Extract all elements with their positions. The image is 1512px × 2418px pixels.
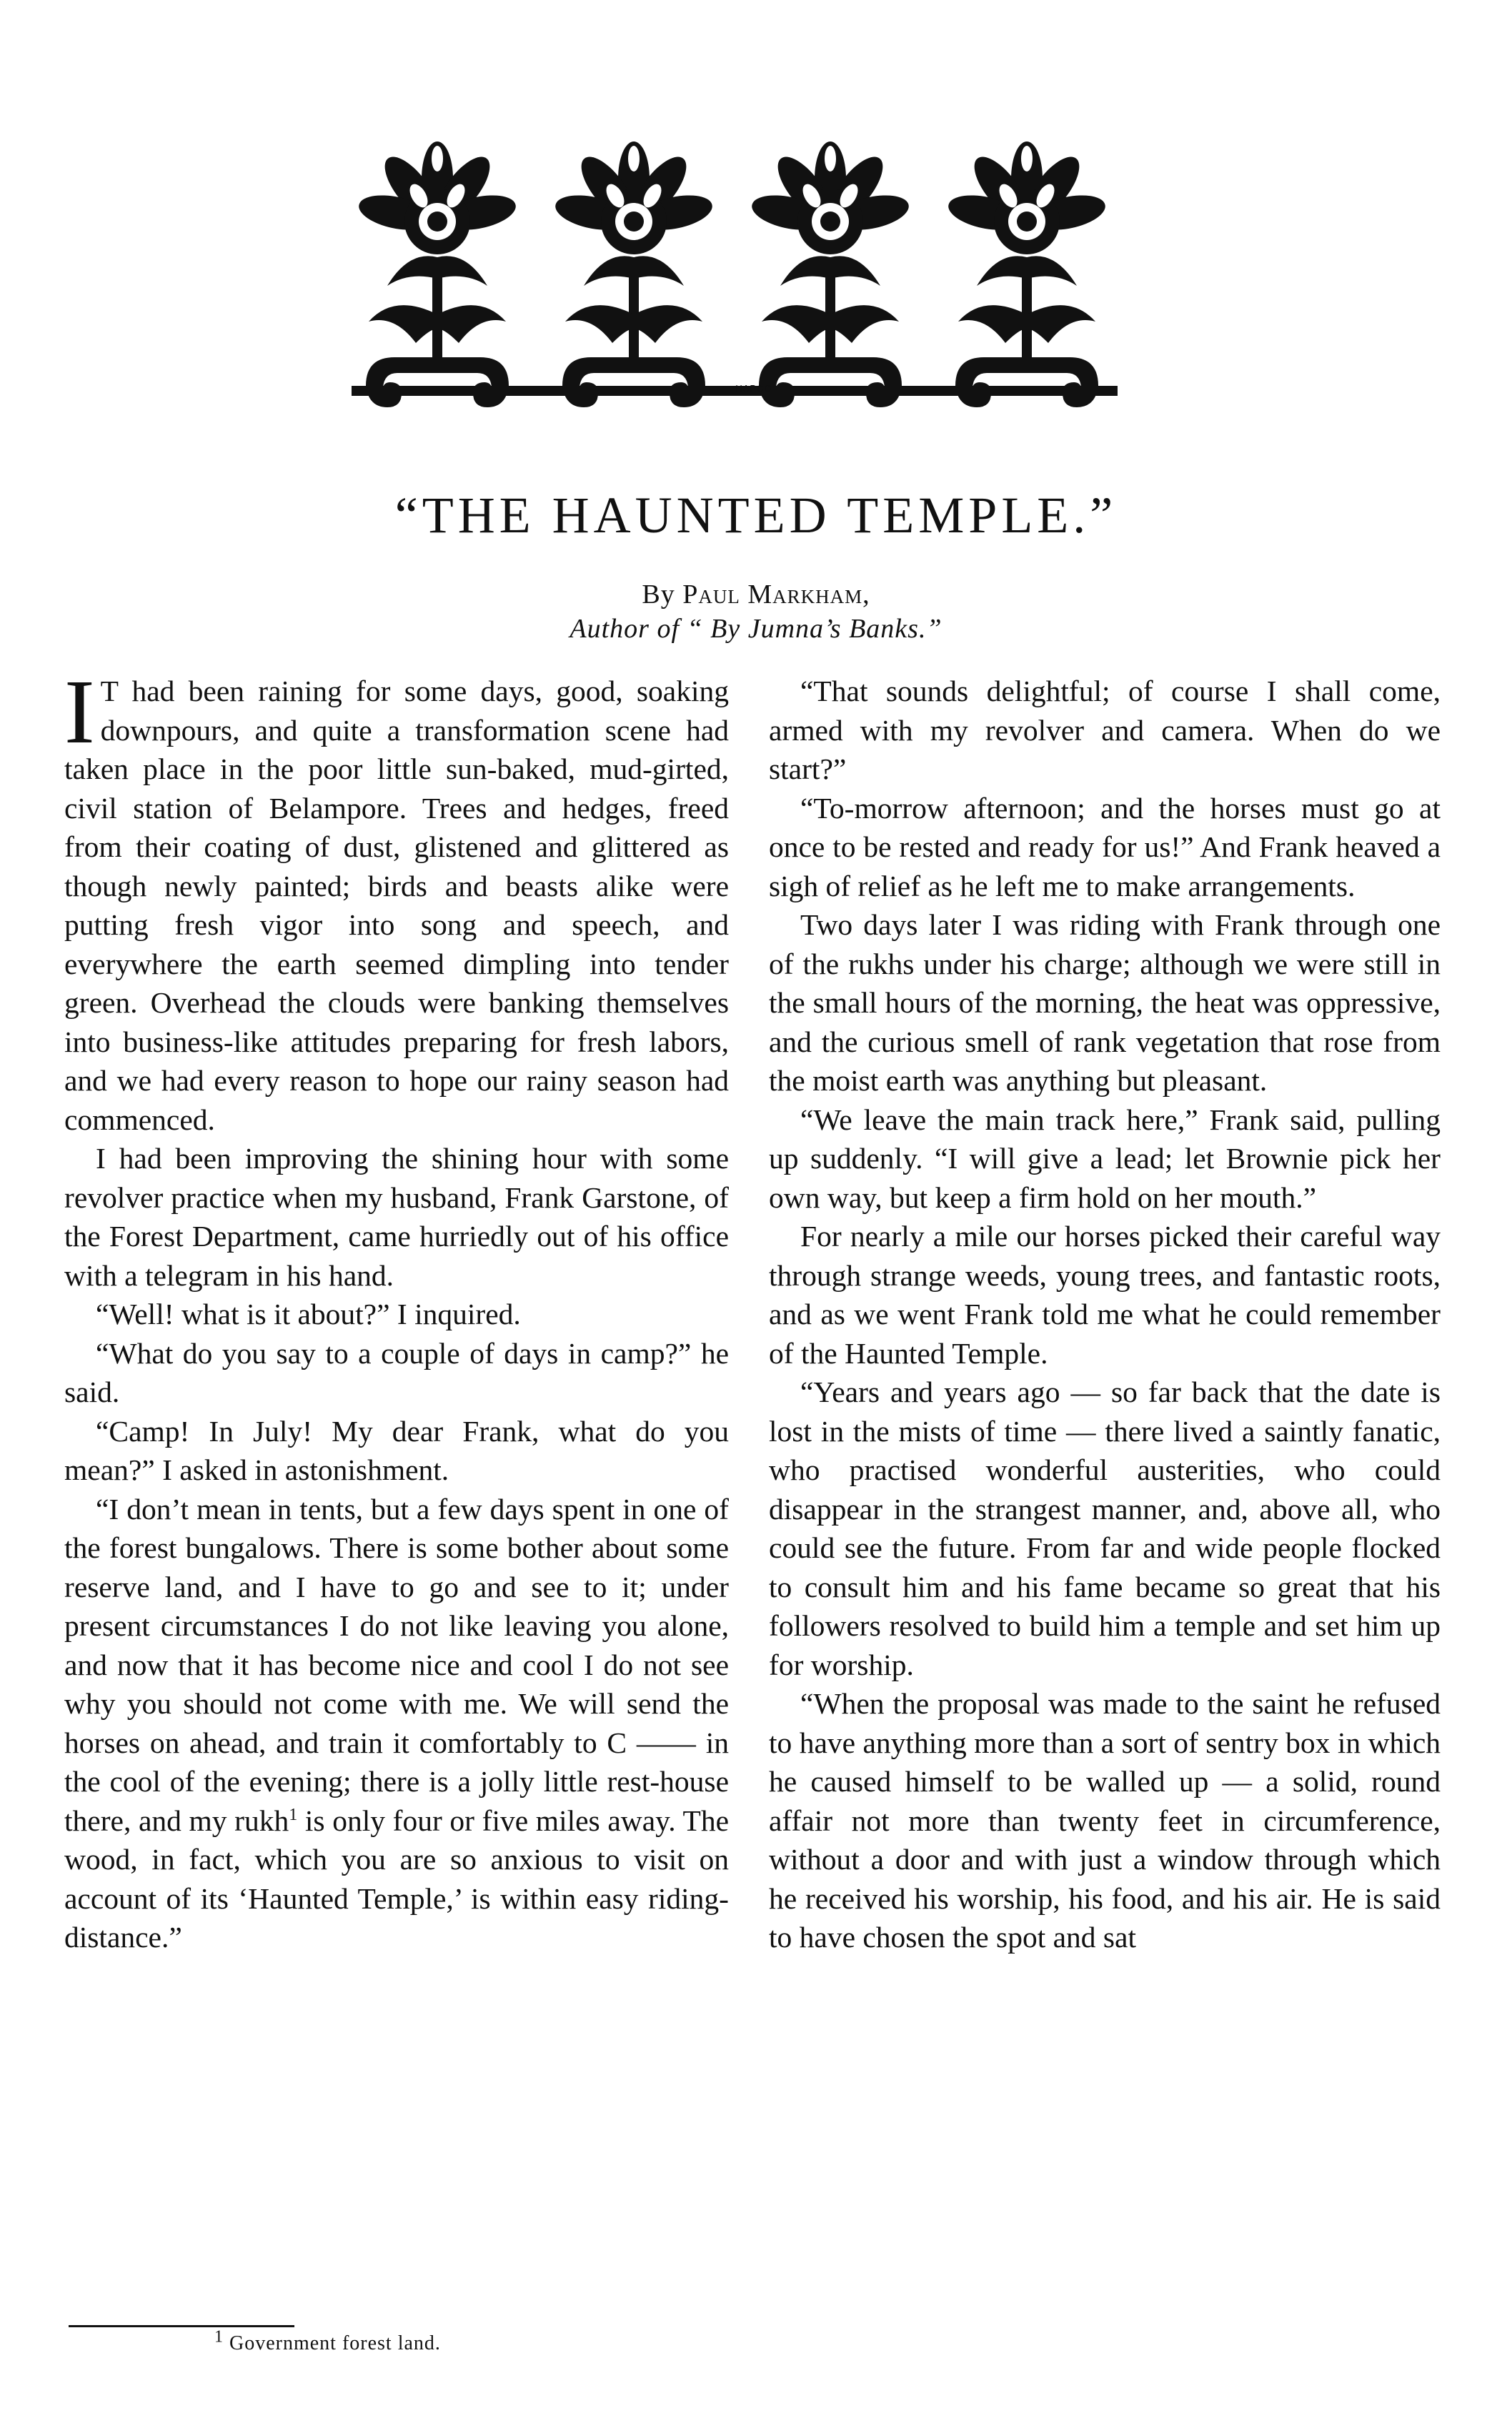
paragraph <box>64 1490 729 1957</box>
footnote-mark: 1 <box>214 2327 224 2347</box>
paragraph: Two days later I was riding with Frank through one of the rukhs under his charge; although we were still in the small hours of the morning, the heat was oppressive, and the curious smell of rank vegetation that rose from the moist earth was anything but pleasant. <box>769 908 1441 1097</box>
drop-cap: I <box>64 661 95 762</box>
article-title: “THE HAUNTED TEMPLE.” <box>394 487 1118 544</box>
paragraph: I had been improving the shining hour with some revolver practice when my husband, Frank Garstone, of the Forest Department, came hurriedly out of his office with a telegram in his hand. <box>64 1142 729 1292</box>
ornament-artist-credit: HAPCO <box>735 383 772 394</box>
paragraph-text: T had been raining for some days, good, soaking downpours, and quite a transformation scene had taken place in the poor little sun-baked, mud-girted, civil station of Belampore. Trees and hedges, freed from their coating of dust, glistened and glittered as though newly painted; birds and beasts alike were putting fresh vigor into song and speech, and everywhere the earth seemed dimpling into tender green. Overhead the clouds were banking themselves into business-like attitudes preparing for fresh labors, and we had every reason to hope our rainy season had commenced. <box>64 675 729 1136</box>
paragraph: For nearly a mile our horses picked their careful way through strange weeds, young trees, and fantastic roots, and as we went Frank told me what he could remember of the Haunted Temple. <box>769 1220 1441 1370</box>
paragraph: “We leave the main track here,” Frank said, pulling up suddenly. “I will give a lead; let Brownie pick her own way, but keep a firm hold on her mouth.” <box>769 1103 1441 1214</box>
paragraph: “Well! what is it about?” I inquired. <box>96 1298 521 1330</box>
footnote-rule <box>69 2325 294 2327</box>
byline <box>0 579 1512 610</box>
author-name: Paul Markham, <box>682 579 870 610</box>
paragraph: “When the proposal was made to the saint he refused to have anything more than a sort of sentry box in which he caused himself to be walled up — a solid, round affair not more than twenty feet in circumference, without a door and with just a window through which he received his worship, his food, and his air. He is said to have chosen the spot and sat <box>769 1687 1441 1954</box>
paragraph <box>64 661 729 1139</box>
author-credits: Author of “ By Jumna’s Banks.” <box>570 614 942 644</box>
paragraph: “To-morrow afternoon; and the horses must go at once to be rested and ready for us!” And Frank heaved a sigh of relief as he left me to make arrangements. <box>769 791 1441 902</box>
paragraph: “That sounds delightful; of course I shall come, armed with my revolver and camera. When do we start?” <box>769 675 1441 785</box>
right-column <box>769 672 1441 1957</box>
left-column <box>64 661 729 1957</box>
paragraph: “What do you say to a couple of days in camp?” he said. <box>64 1336 729 1408</box>
footnote <box>214 2327 643 2355</box>
footnote-text: Government forest land. <box>229 2332 441 2354</box>
floral-header-ornament <box>337 114 1132 414</box>
byline-prefix: By <box>642 579 675 610</box>
paragraph-text: is only four or five miles away. The wood, in fact, which you are so anxious to visit on account of its ‘Haunted Temple,’ is within easy riding-distance.” <box>64 1803 729 1954</box>
paragraph-text: “I don’t mean in tents, but a few days spent in one of the forest bungalows. There is some bother about some reserve land, and I have to go and see to it; under present circumstances I do not like leaving you alone, and now that it has become nice and cool I do not see why you should not come with me. We will send the horses on ahead, and train it comfortably to C —— in the cool of the evening; there is a jolly little rest-house there, and my rukh <box>64 1492 729 1837</box>
paragraph: “Years and years ago — so far back that the date is lost in the mists of time — there lived a saintly fanatic, who practised wonderful austerities, who could disappear in the strangest manner, and, above all, who could see the future. From far and wide people flocked to consult him and his fame became so great that his followers resolved to build him a temple and set him up for worship. <box>769 1375 1441 1681</box>
footnote-reference: 1 <box>289 1805 298 1824</box>
paragraph: “Camp! In July! My dear Frank, what do you mean?” I asked in astonishment. <box>64 1414 729 1486</box>
